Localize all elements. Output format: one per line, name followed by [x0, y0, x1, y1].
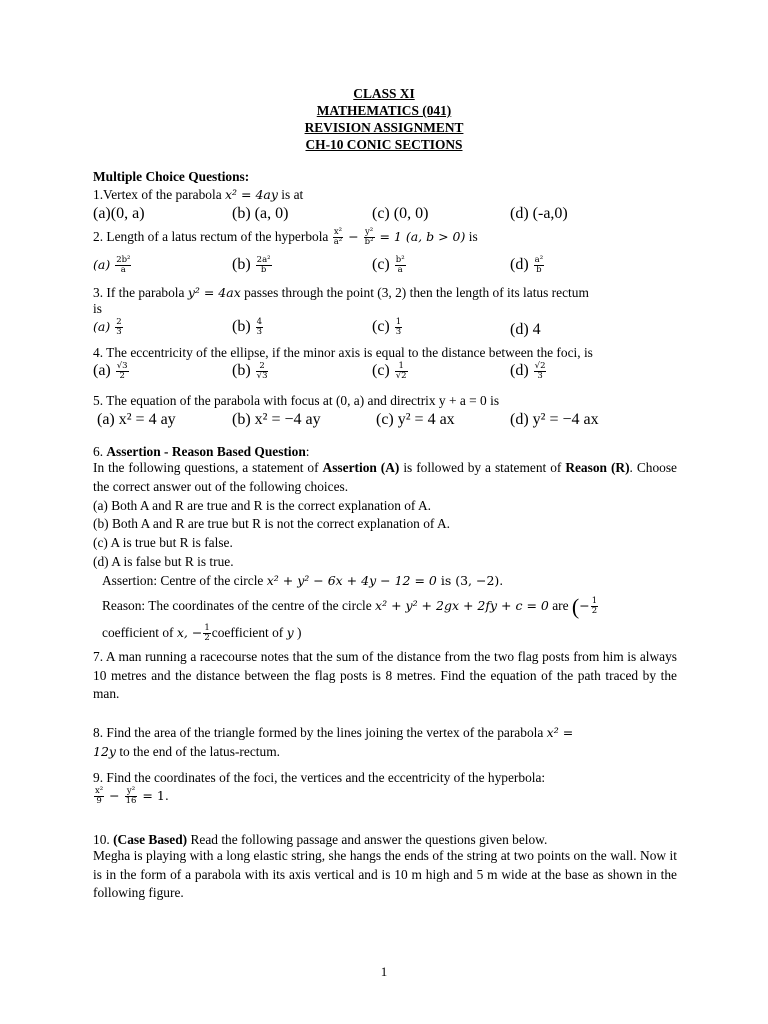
q1-option-d: (d) (-a,0) [510, 205, 568, 222]
q6-reason: Reason: The coordinates of the centre of the circle x² + y² + 2gx + 2fy + c = 0 are (− $\frac{1}{2}$ [102, 594, 598, 619]
q5-option-b: (b) x² = −4 ay [232, 411, 321, 428]
q3-option-b: (b) $\frac{4}{3}$ [232, 317, 263, 337]
q5-option-a: (a) x² = 4 ay [97, 411, 176, 428]
q6-reason-continued: coefficient of x, − $\frac{1}{2}$ coefficient of y ) [102, 623, 302, 644]
mcq-heading: Multiple Choice Questions: [93, 169, 250, 184]
q2-option-c: (c) $\frac{\text{b²}}{a}$ [372, 255, 405, 275]
q1-math: x² = 4ay [225, 187, 278, 202]
q2-option-b: (b) $\frac{\text{2a²}}{b}$ [232, 255, 271, 275]
q2-prefix: 2. Length of a latus rectum of the hyperbola [93, 229, 332, 244]
q9-equation: $\frac{\text{x²}}{9}$ − $\frac{\text{y²}}{16}$ = 1. [95, 786, 169, 807]
header-subject: MATHEMATICS (041) [316, 103, 452, 118]
q2-option-a: (a) $\frac{\text{2b²}}{a}$ [93, 255, 131, 275]
q6-assertion-math: x² + y² − 6x + 4y − 12 = 0 [266, 573, 437, 588]
q2-text: 2. Length of a latus rectum of the hyperbola $\frac{\text{x²}}{\text{a²}}$ − $\frac{\text{y²}}{\text{b²}}$ = 1 (a, b > 0) is [93, 227, 478, 248]
q1-option-a: (a)(0, a) [93, 205, 145, 222]
q3-continuation: is [93, 301, 102, 316]
q5-option-d: (d) y² = −4 ax [510, 411, 599, 428]
q2-fraction-x: $\frac{\text{x²}}{\text{a²}}$ [333, 227, 343, 248]
q2-equation: = 1 (a, b > 0) [375, 229, 466, 244]
q10-passage: Megha is playing with a long elastic string, she hangs the ends of the string at two points on the wall. Now it is in the form of a parabola with its axis vertical and is 10 m high and 5 m wide at the base as shown in the following figure. [93, 848, 677, 900]
header-class: CLASS XI [353, 86, 415, 101]
q7-text: 7. A man running a racecourse notes that the sum of the distance from the two flag posts from him is always 10 metres and the distance between the flag posts is 8 metres. Find the equation of the path traced by the man. [93, 649, 677, 701]
q6-intro: In the following questions, a statement of Assertion (A) is followed by a statement of Reason (R). Choose the correct answer out of the following choices. [93, 460, 677, 494]
q4-option-b: (b) $\frac{2}{√3}$ [232, 361, 268, 381]
q3-option-a: (a) $\frac{2}{3}$ [93, 317, 122, 337]
header-chapter: CH-10 CONIC SECTIONS [305, 137, 463, 152]
q6-choice-b: (b) Both A and R are true but R is not the correct explanation of A. [93, 516, 451, 531]
page-number: 1 [380, 964, 388, 979]
q1-option-c: (c) (0, 0) [372, 205, 429, 222]
q9-text: 9. Find the coordinates of the foci, the vertices and the eccentricity of the hyperbola: [93, 770, 546, 785]
q8-line2: 12y to the end of the latus-rectum. [93, 744, 280, 759]
q5-option-c: (c) y² = 4 ax [376, 411, 455, 428]
q4-option-a: (a) $\frac{√3}{2}$ [93, 361, 128, 381]
q10-heading: 10. (Case Based) Read the following passage and answer the questions given below. [93, 832, 548, 847]
q8-line1: 8. Find the area of the triangle formed by the lines joining the vertex of the parabola x² = [93, 725, 574, 740]
q1-prefix: 1.Vertex of the parabola [93, 187, 225, 202]
header-assignment: REVISION ASSIGNMENT [304, 120, 464, 135]
q6-choice-d: (d) A is false but R is true. [93, 554, 234, 569]
q3-math: y² = 4ax [187, 285, 241, 300]
q4-option-d: (d) $\frac{√2}{3}$ [510, 361, 546, 381]
q6-choice-c: (c) A is true but R is false. [93, 535, 233, 550]
q1-option-b: (b) (a, 0) [232, 205, 289, 222]
q4-option-c: (c) $\frac{1}{√2}$ [372, 361, 407, 381]
q6-heading: 6. Assertion - Reason Based Question: [93, 444, 310, 459]
q4-text: 4. The eccentricity of the ellipse, if the minor axis is equal to the distance between the foci, is [93, 345, 593, 360]
q1-suffix: is at [277, 187, 304, 202]
q3-text: 3. If the parabola y² = 4ax passes through the point (3, 2) then the length of its latus rectum [93, 285, 589, 300]
q2-fraction-y: $\frac{\text{y²}}{\text{b²}}$ [364, 227, 374, 248]
q1-text [93, 186, 303, 203]
q6-assertion: Assertion: Centre of the circle x² + y² − 6x + 4y − 12 = 0 is (3, −2). [102, 573, 504, 588]
q3-option-c: (c) $\frac{1}{3}$ [372, 317, 402, 337]
q6-choice-a: (a) Both A and R are true and R is the correct explanation of A. [93, 498, 432, 513]
q2-option-d: (d) $\frac{\text{a²}}{b}$ [510, 255, 544, 275]
q3-option-d: (d) 4 [510, 321, 541, 338]
q6-reason-math: x² + y² + 2gx + 2fy + c = 0 [375, 598, 549, 613]
q5-text: 5. The equation of the parabola with focus at (0, a) and directrix y + a = 0 is [93, 393, 500, 408]
